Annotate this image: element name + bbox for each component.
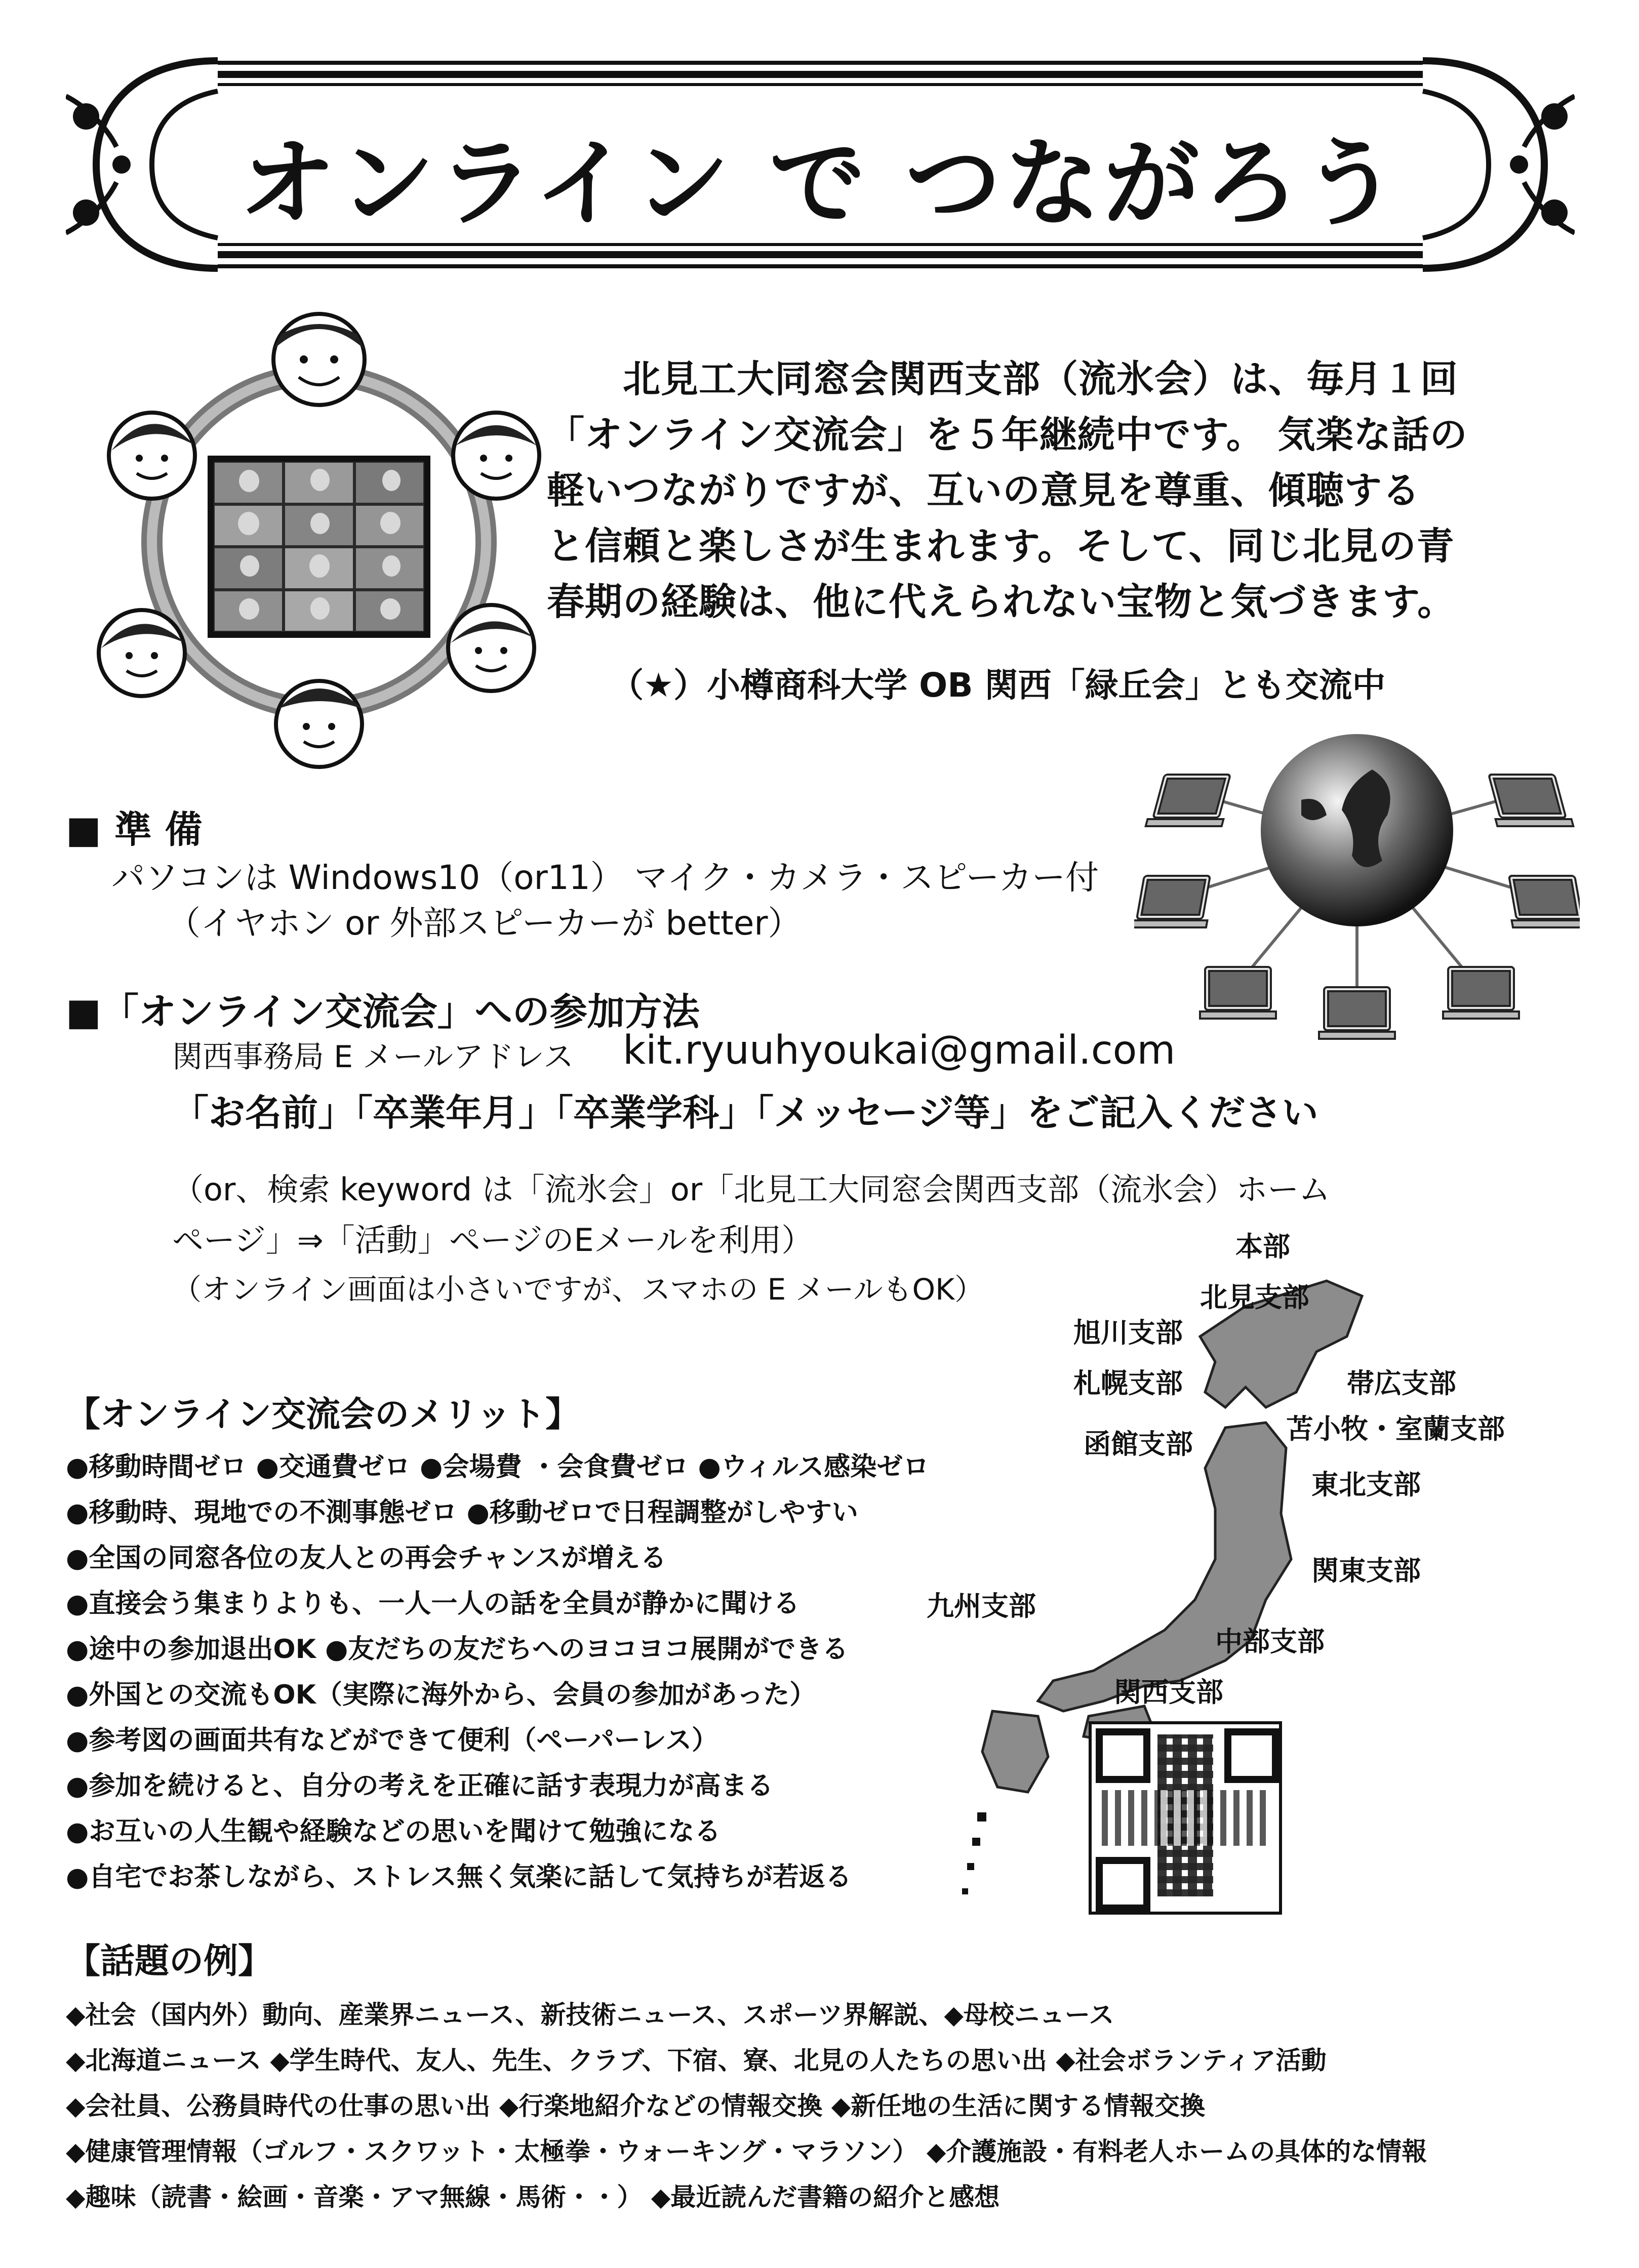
merit-item: ●参加を続けると、自分の考えを正確に話す表現力が高まる	[66, 1771, 774, 1801]
title-banner	[66, 46, 1575, 284]
merit-item: ●直接会う集まりよりも、一人一人の話を全員が静かに聞ける	[66, 1589, 800, 1619]
branch-label-kansai: 関西支部	[1114, 1676, 1223, 1708]
email-label: 関西事務局 E メールアドレス	[172, 1039, 574, 1075]
intro-line: 春期の経験は、他に代えられない宝物と気づきます。	[547, 580, 1456, 624]
branch-label-tomakomai: 苫小牧・室蘭支部	[1286, 1413, 1505, 1445]
branch-label-obihiro: 帯広支部	[1347, 1367, 1456, 1399]
search-hint-line: （or、検索 keyword は「流氷会」or「北見工大同窓会関西支部（流氷会）ホーム	[172, 1171, 1331, 1208]
branch-label-honbu: 本部	[1235, 1231, 1290, 1263]
topic-item: ◆会社員、公務員時代の仕事の思い出 ◆行楽地紹介などの情報交換 ◆新任地の生活に関する情報交換	[66, 2091, 1206, 2121]
prep-heading: ■ 準 備	[66, 808, 203, 852]
merit-item: ●参考図の画面共有などができて便利（ペーパーレス）	[66, 1725, 718, 1756]
globe-network-illustration	[1134, 729, 1580, 1063]
qr-code-icon[interactable]	[1089, 1721, 1282, 1915]
join-heading: ■「オンライン交流会」への参加方法	[66, 990, 700, 1034]
branch-label-sapporo: 札幌支部	[1073, 1367, 1183, 1399]
japan-branch-map	[962, 1276, 1570, 1944]
people-circle-illustration	[81, 304, 552, 775]
branch-label-asahikawa: 旭川支部	[1073, 1317, 1183, 1349]
intro-line: 北見工大同窓会関西支部（流氷会）は、毎月１回	[623, 357, 1458, 401]
smartphone-note: （オンライン画面は小さいですが、スマホの E メールもOK）	[172, 1272, 984, 1307]
intro-line: と信頼と楽しさが生まれます。そして、同じ北見の青	[547, 524, 1455, 568]
merit-item: ●移動時間ゼロ ●交通費ゼロ ●会場費 ・会食費ゼロ ●ウィルス感染ゼロ	[66, 1452, 930, 1482]
merits-heading: 【オンライン交流会のメリット】	[66, 1395, 580, 1435]
merit-item: ●自宅でお茶しながら、ストレス無く気楽に話して気持ちが若返る	[66, 1862, 852, 1892]
branch-label-kitami: 北見支部	[1200, 1281, 1309, 1313]
contact-email-link[interactable]: kit.ryuuhyoukai@gmail.com	[623, 1028, 1176, 1073]
intro-line: 「オンライン交流会」を５年継続中です。 気楽な話の	[547, 413, 1468, 457]
search-hint-line: ページ」⇒「活動」ページのEメールを利用）	[172, 1222, 813, 1259]
topic-item: ◆社会（国内外）動向、産業界ニュース、新技術ニュース、スポーツ界解説、◆母校ニュース	[66, 2000, 1114, 2030]
merit-item: ●お互いの人生観や経験などの思いを聞けて勉強になる	[66, 1816, 721, 1847]
page-title: オンライン で つながろう	[239, 128, 1402, 239]
intro-line: 軽いつながりですが、互いの意見を尊重、傾聴する	[547, 469, 1420, 512]
branch-label-kyushu: 九州支部	[927, 1590, 1036, 1622]
topics-heading: 【話題の例】	[66, 1941, 273, 1981]
merit-item: ●移動時、現地での不測事態ゼロ ●移動ゼロで日程調整がしやすい	[66, 1497, 858, 1528]
topic-item: ◆健康管理情報（ゴルフ・スクワット・太極拳・ウォーキング・マラソン） ◆介護施設・有料老人ホームの具体的な情報	[66, 2137, 1427, 2166]
topic-item: ◆趣味（読書・絵画・音楽・アマ無線・馬術・・） ◆最近読んだ書籍の紹介と感想	[66, 2182, 1000, 2212]
video-call-grid	[215, 463, 423, 631]
merit-item: ●全国の同窓各位の友人との再会チャンスが増える	[66, 1543, 667, 1573]
branch-label-hakodate: 函館支部	[1084, 1428, 1193, 1460]
branch-label-tohoku: 東北支部	[1311, 1469, 1421, 1501]
branch-label-kanto: 関東支部	[1311, 1555, 1421, 1587]
merit-item: ●途中の参加退出OK ●友だちの友だちへのヨコヨコ展開ができる	[66, 1634, 849, 1665]
merit-item: ●外国との交流もOK（実際に海外から、会員の参加があった）	[66, 1680, 816, 1710]
topic-item: ◆北海道ニュース ◆学生時代、友人、先生、クラブ、下宿、寮、北見の人たちの思い出 ◆社会ボランティア活動	[66, 2046, 1327, 2075]
branch-label-chubu: 中部支部	[1215, 1626, 1325, 1657]
prep-requirements: パソコンは Windows10（or11） マイク・カメラ・スピーカー付	[111, 858, 1099, 897]
prep-audio-note: （イヤホン or 外部スピーカーが better）	[167, 904, 802, 943]
registration-instruction: 「お名前」「卒業年月」「卒業学科」「メッセージ等」をご記入ください	[172, 1091, 1318, 1134]
collaboration-note: （★）小樽商科大学 OB 関西「緑丘会」とも交流中	[610, 666, 1386, 705]
